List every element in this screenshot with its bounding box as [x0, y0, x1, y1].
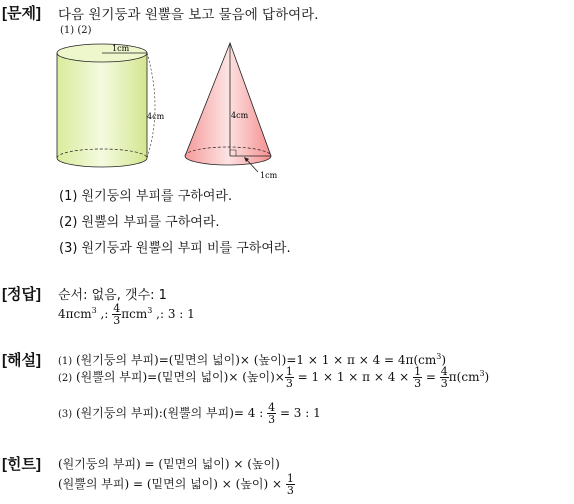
geometry-figure — [55, 38, 295, 183]
solution-line-3: (3) (원기둥의 부피):(원뿔의 부피)= 4 : $\frac{4}{3}$ = 3 : 1 — [58, 401, 321, 426]
answer-tag: [정답] — [2, 286, 41, 303]
cone — [185, 43, 271, 172]
hint-line-1: (원기둥의 부피) = (밑면의 넓이) × (높이) — [58, 457, 280, 471]
answer-values: 4πcm$^3$ ,: $\frac{4}{3}$ πcm$^3$ ,: 3 : 1 — [58, 302, 195, 327]
answer-1: 4πcm — [58, 307, 92, 321]
solution-line-1: (1) (원기둥의 부피)=(밑면의 넓이)× (높이)$=1 \times 1 \times \pi \times 4 = 4\pi(cm^3)$ — [58, 352, 447, 367]
question-2: (2) 원뿔의 부피를 구하여라. — [59, 215, 220, 230]
question-3: (3) 원기둥과 원뿔의 부피 비를 구하여라. — [59, 241, 291, 256]
cone-radius-label: 1cm — [260, 171, 278, 180]
cone-height-label: 4cm — [231, 111, 249, 120]
cylinder-radius-label: 1cm — [112, 44, 130, 53]
solution-line-2: (2) (원뿔의 부피)=(밑면의 넓이)× (높이)× $\frac{1}{3}$ = 1 × 1 × π × 4 × $\frac{1}{3}$ = $\frac{4}{3}$ $\pi(cm^3)$ — [58, 365, 490, 390]
hint-line-2: (원뿔의 부피) = (밑면의 넓이) × (높이) × $\frac{1}{3}$ — [58, 472, 294, 497]
figure-labels: (1) (2) — [60, 25, 92, 36]
answer-order-count: 순서: 없음, 갯수: 1 — [58, 288, 167, 303]
problem-tag: [문제] — [2, 5, 41, 22]
hint-tag: [힌트] — [2, 456, 41, 473]
solution-tag: [해설] — [2, 352, 41, 369]
cylinder — [57, 44, 155, 167]
problem-prompt: 다음 원기둥과 원뿔을 보고 물음에 답하여라. — [58, 7, 319, 23]
answer-2-fraction: $\frac{4}{3}$ — [113, 302, 121, 327]
answer-2: πcm — [121, 307, 148, 321]
answer-3: ,: 3 : 1 — [156, 307, 195, 321]
question-1: (1) 원기둥의 부피를 구하여라. — [59, 189, 233, 204]
cylinder-height-label: 4cm — [147, 112, 165, 121]
